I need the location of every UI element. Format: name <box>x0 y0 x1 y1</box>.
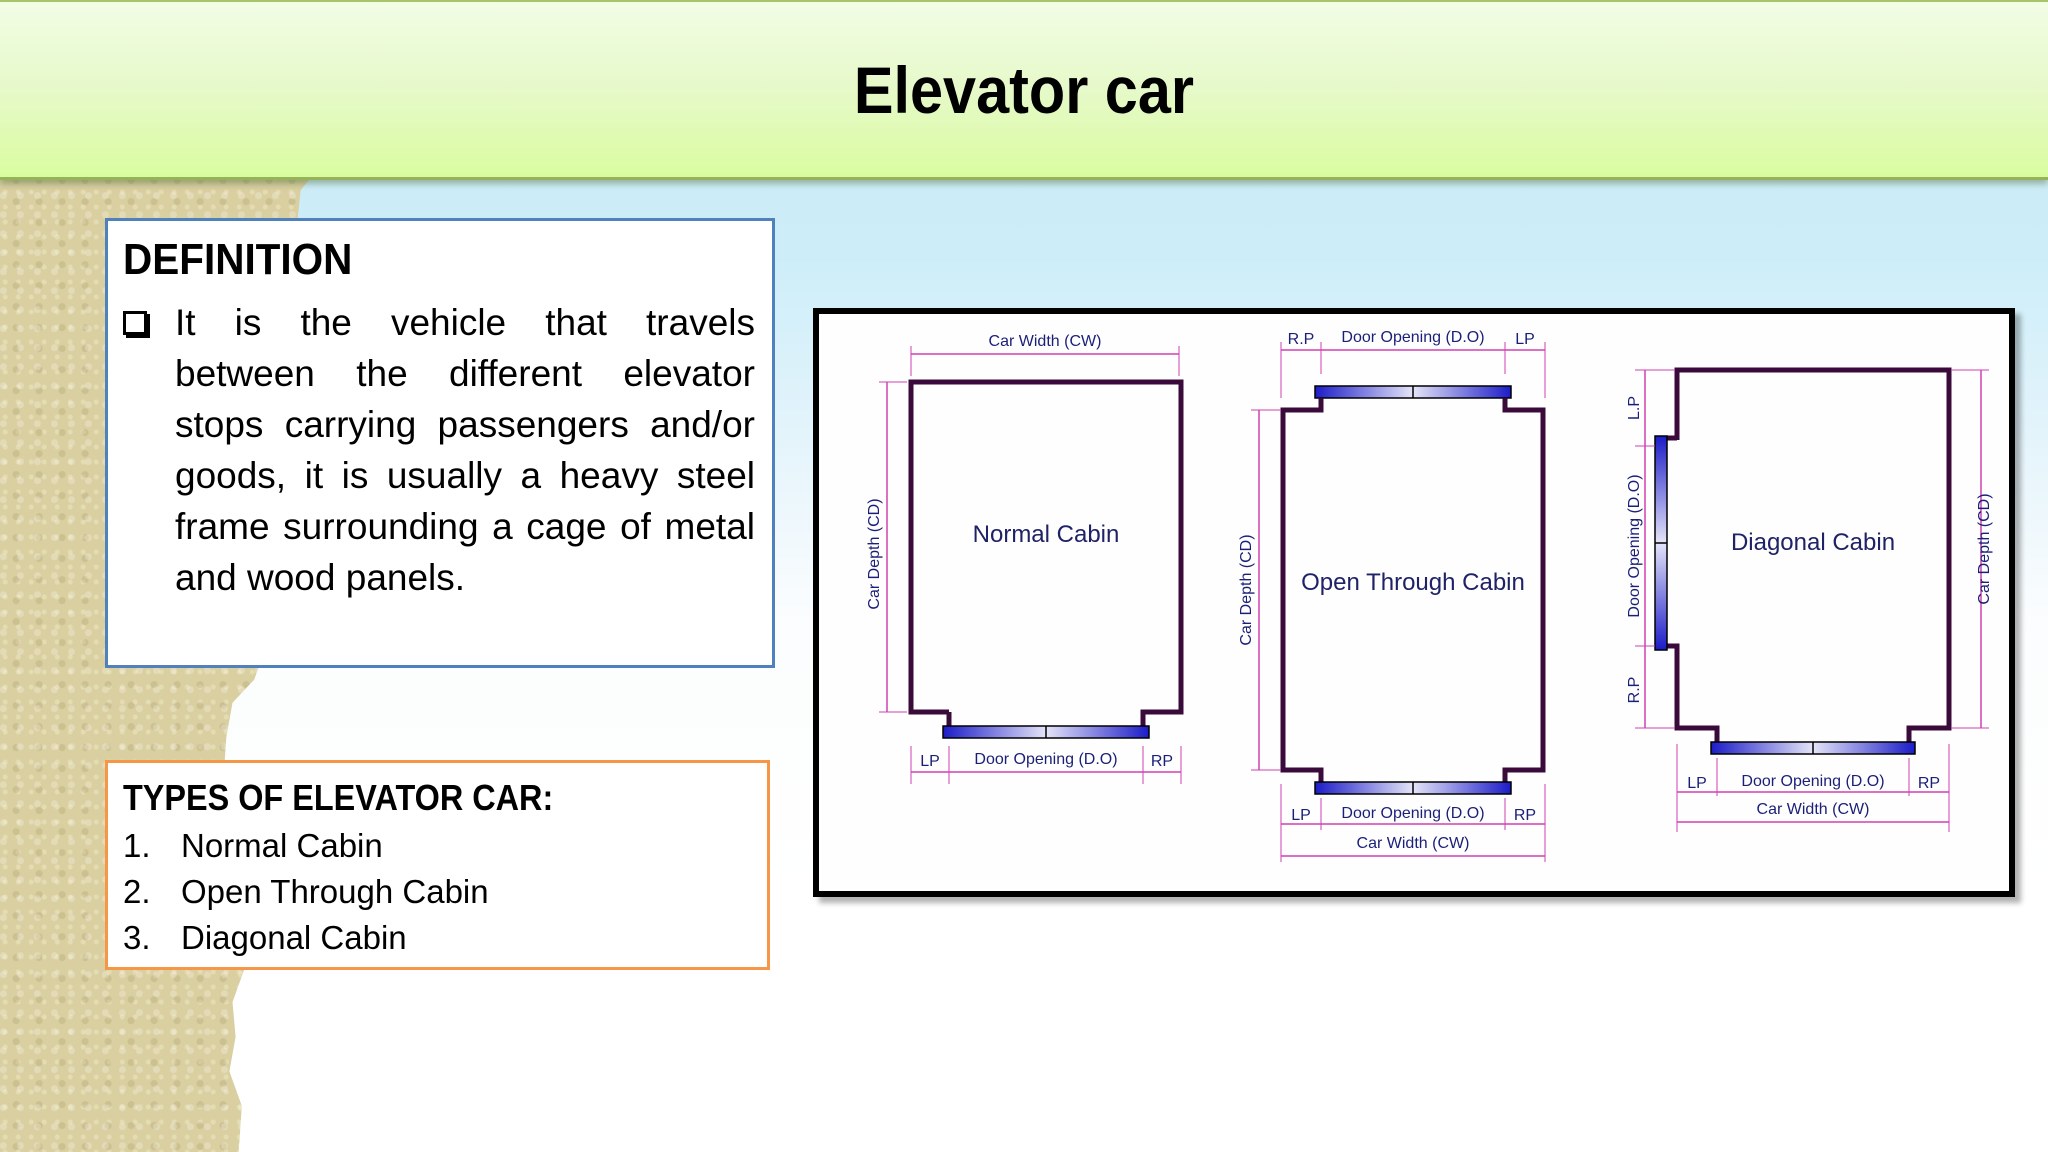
definition-box <box>105 218 775 668</box>
normal-cabin-diagram <box>866 333 1181 784</box>
dimension-label: Car Width (CW) <box>988 333 1102 350</box>
cabin-label: Open Through Cabin <box>1301 569 1525 596</box>
dimension-label: Door Opening (D.O) <box>1341 805 1485 822</box>
cabin-diagram-panel <box>813 308 2015 897</box>
diagonal-cabin-diagram <box>1626 370 1993 832</box>
list-number: 3. <box>123 919 151 956</box>
hollow-square-bullet-icon <box>123 311 147 335</box>
dimension-label: Door Opening (D.O) <box>974 751 1118 768</box>
types-box <box>105 760 770 970</box>
dimension-label: R.P <box>1626 676 1643 704</box>
cabin-label: Diagonal Cabin <box>1730 529 1896 556</box>
dimension-label: LP <box>920 753 940 770</box>
types-heading: TYPES OF ELEVATOR CAR: <box>123 777 554 818</box>
dimension-label: RP <box>1917 775 1941 792</box>
dimension-label: LP <box>1687 775 1707 792</box>
definition-bullet <box>123 297 758 603</box>
slide-title: Elevator car <box>853 52 1195 127</box>
open-through-cabin-diagram <box>1238 329 1545 862</box>
title-bar <box>0 0 2048 180</box>
list-number: 2. <box>123 873 151 910</box>
dimension-label: RP <box>1513 807 1537 824</box>
dimension-label: Car Depth (CD) <box>866 498 883 610</box>
dimension-label: Door Opening (D.O) <box>1626 474 1643 618</box>
list-item <box>123 823 753 869</box>
dimension-label: Car Depth (CD) <box>1976 493 1993 605</box>
dimension-label: Car Width (CW) <box>1756 801 1870 818</box>
dimension-label: LP <box>1291 807 1311 824</box>
dimension-label: L.P <box>1626 395 1643 421</box>
cabin-diagram <box>819 314 2009 891</box>
list-item <box>123 915 753 961</box>
dimension-label: LP <box>1515 331 1535 348</box>
list-item <box>123 869 753 915</box>
dimension-label: Door Opening (D.O) <box>1741 773 1885 790</box>
dimension-label: Car Depth (CD) <box>1238 534 1255 646</box>
dimension-label: R.P <box>1287 331 1315 348</box>
list-label: Open Through Cabin <box>181 873 489 910</box>
cabin-label: Normal Cabin <box>972 521 1120 548</box>
list-number: 1. <box>123 827 151 864</box>
list-label: Diagonal Cabin <box>181 919 407 956</box>
list-label: Normal Cabin <box>181 827 383 864</box>
dimension-label: Car Width (CW) <box>1356 835 1470 852</box>
definition-text: It is the vehicle that travels between the different elevator stops carrying passengers and/or goods, it is usually a heavy steel frame surrounding a cage of metal and wood panels. <box>175 302 755 598</box>
types-list <box>123 823 753 961</box>
dimension-label: Door Opening (D.O) <box>1341 329 1485 346</box>
dimension-label: RP <box>1150 753 1174 770</box>
definition-heading: DEFINITION <box>123 235 353 284</box>
